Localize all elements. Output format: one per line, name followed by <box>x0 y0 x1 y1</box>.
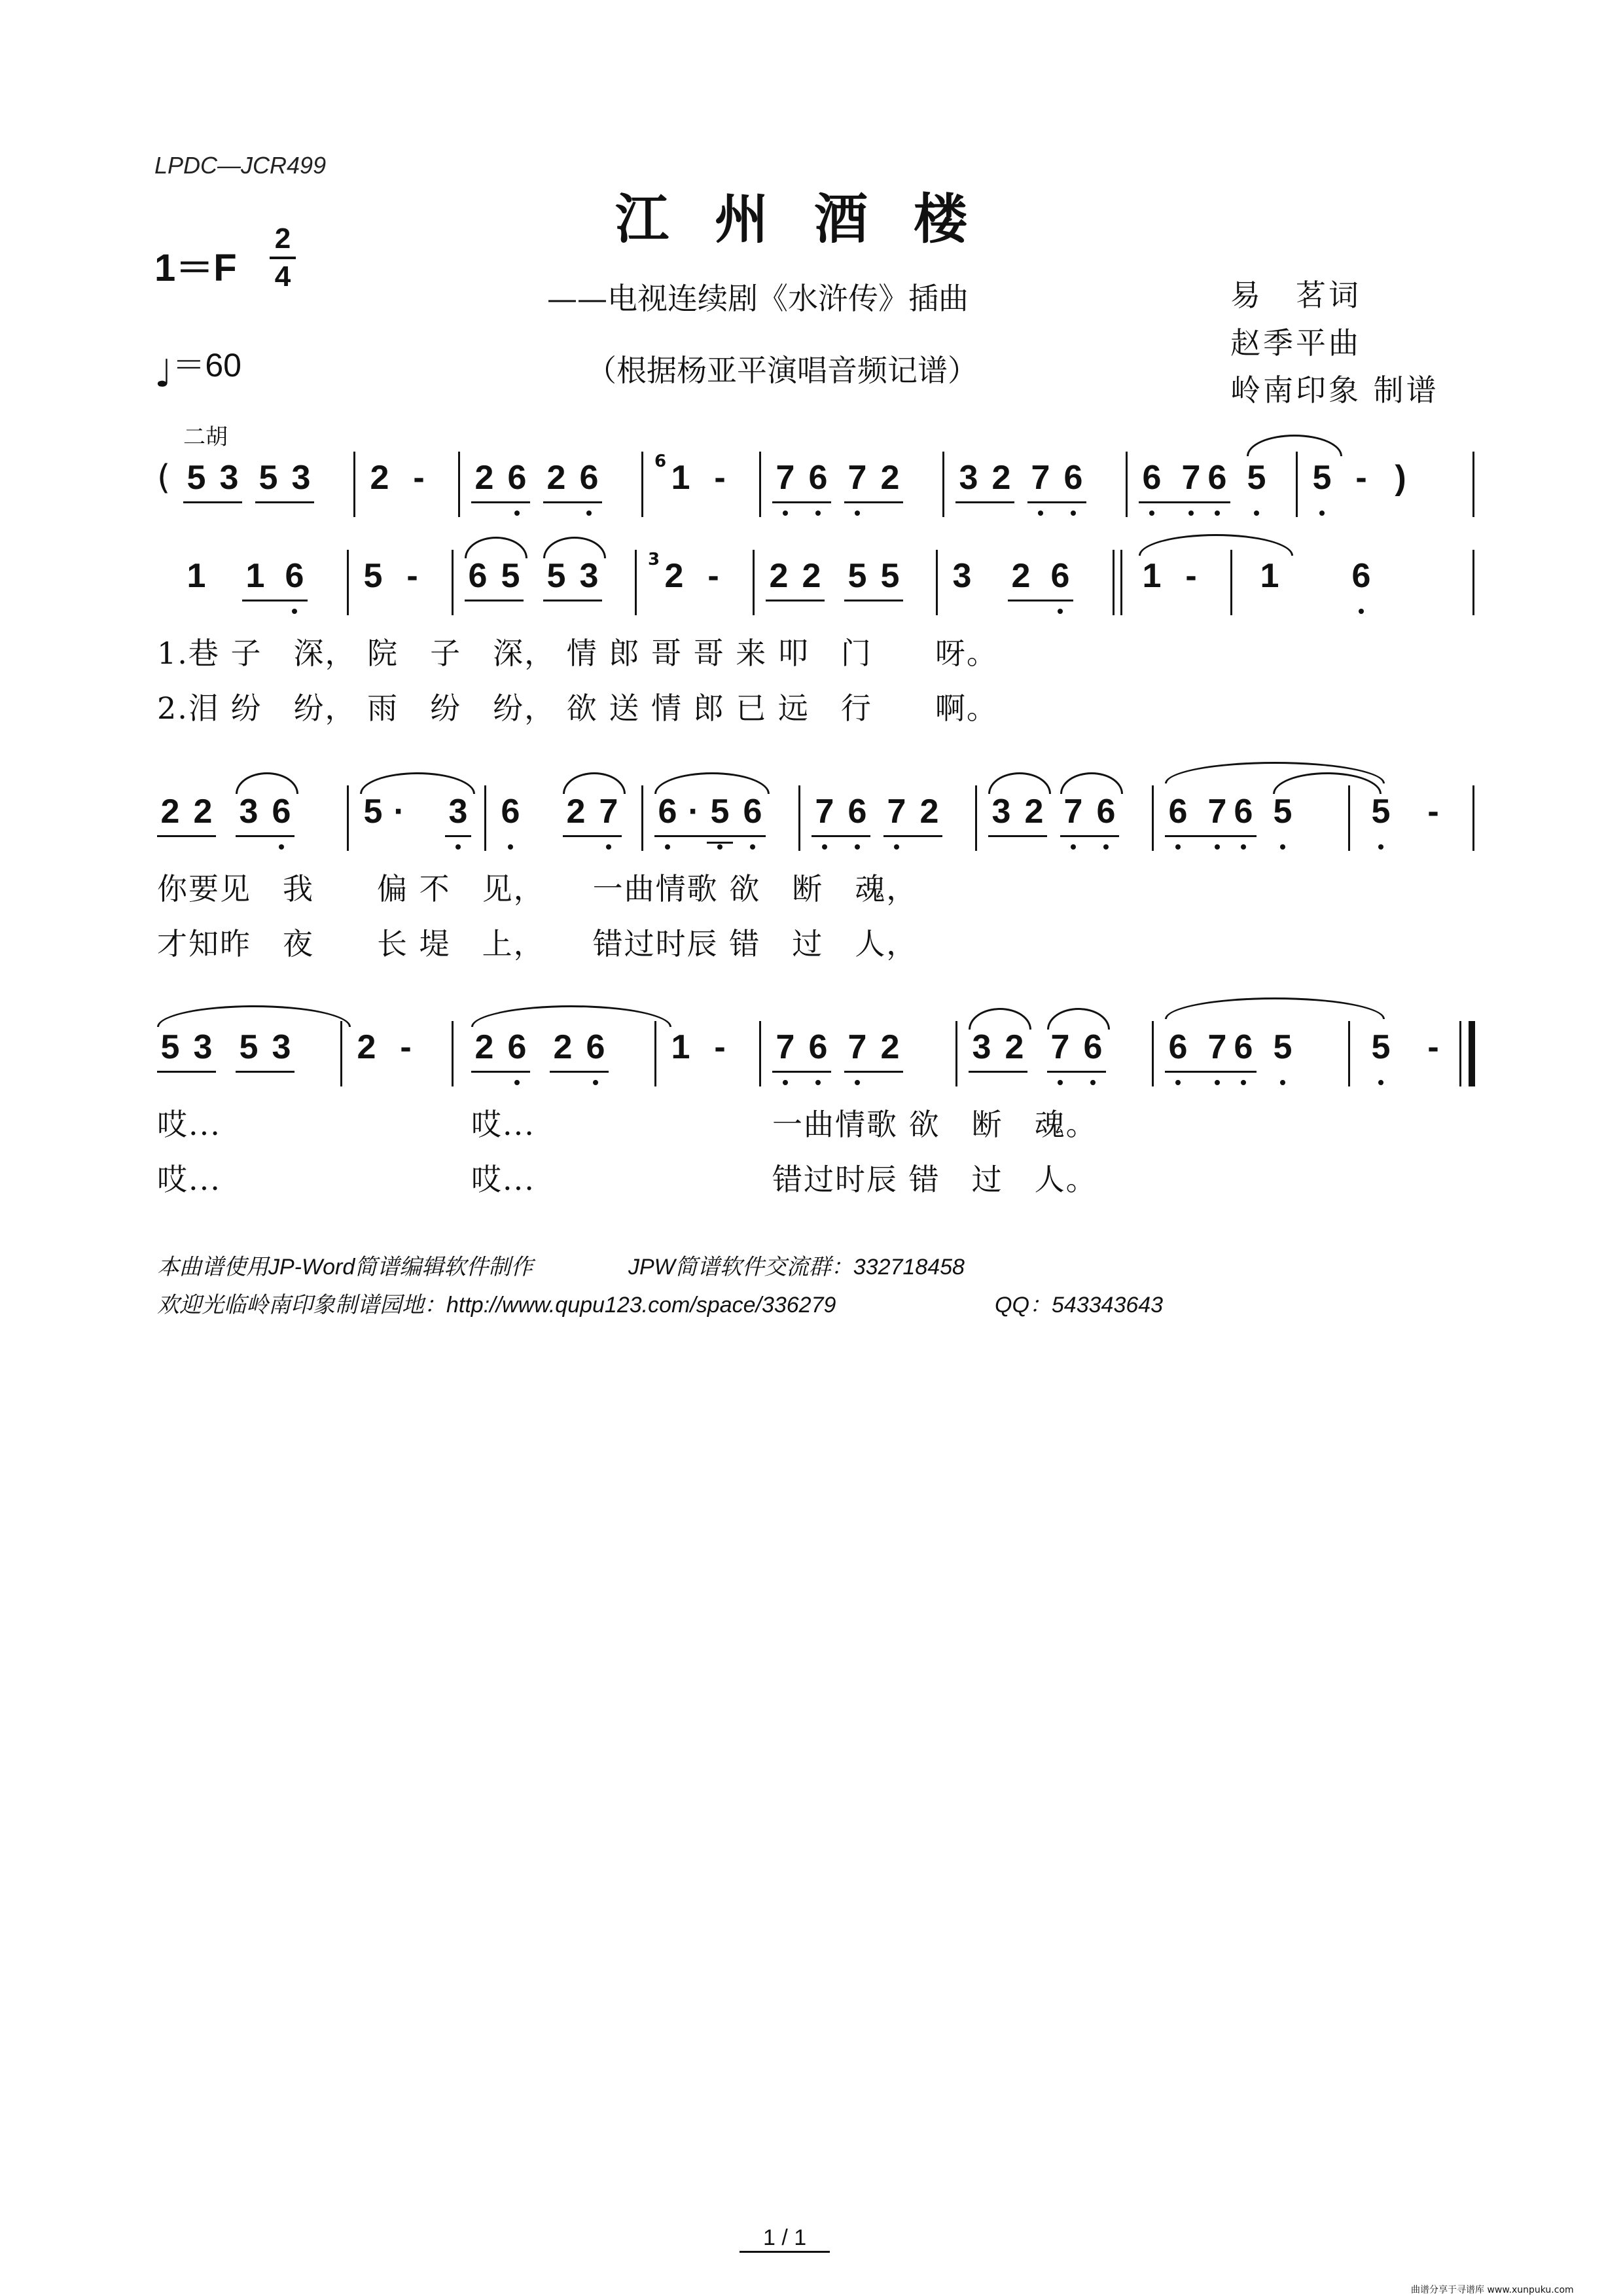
instrument-label: 二胡 <box>183 424 228 450</box>
arranger-credit: 岭南印象 制谱 <box>1230 372 1439 408</box>
doc-code: LPDC—JCR499 <box>154 152 327 179</box>
lyrics-verse-2-part-a: 哎... <box>157 1162 221 1197</box>
page-number: 1 / 1 <box>740 2225 830 2253</box>
lyrics-verse-1-part-a: 哎... <box>157 1107 221 1142</box>
quarter-note-icon: ♩ <box>154 351 173 396</box>
lyricist-credit: 易 茗词 <box>1230 278 1361 313</box>
tempo-value: ＝60 <box>172 347 241 384</box>
composer-credit: 赵季平曲 <box>1230 325 1361 361</box>
score-line-4: 5 3 5 3 2 - 2 6 2 6 1 - 7 6 7 2 3 2 7 6 6 7 6 5 5 - <box>157 1021 1479 1100</box>
footer-group-note: JPW简谱软件交流群：332718458 <box>628 1255 965 1280</box>
lyrics-verse-1-part-b: 哎... <box>471 1107 535 1142</box>
tempo-marking <box>154 339 241 396</box>
lyrics-verse-1-part-c: 一曲情歌 欲 断 魂。 <box>772 1107 1097 1142</box>
lyrics-verse-2: 2.泪 纷 纷， 雨 纷 纷， 欲 送 情 郎 已 远 行 啊。 <box>157 691 998 726</box>
subtitle: ——电视连续剧《水浒传》插曲 <box>547 281 969 316</box>
score-line-2: 1 1 6 5 - 6 5 5 3 3 2 - 2 2 5 5 3 2 6 1 - 1 6 <box>157 550 1479 628</box>
score-line-3: 2 2 3 6 5 · 3 6 2 7 6 · 5 6 7 6 7 2 3 2 7 6 6 7 6 5 5 - <box>157 785 1479 864</box>
time-sig-divider <box>270 257 296 259</box>
lyrics-verse-2-part-b: 哎... <box>471 1162 535 1197</box>
lyrics-verse-1: 1.巷 子 深， 院 子 深， 情 郎 哥 哥 来 叩 门 呀。 <box>157 636 998 671</box>
score-line-1: ( 5 3 5 3 2 - 2 6 2 6 6 1 - 7 6 7 2 3 2 7 6 6 7 6 5 5 - ) <box>157 452 1479 530</box>
brand-watermark: 曲谱分享于寻谱库 www.xunpuku.com <box>1411 2285 1574 2295</box>
key-signature: 1＝F <box>154 247 237 289</box>
time-sig-bottom: 4 <box>274 260 291 293</box>
source-note: （根据杨亚平演唱音频记谱） <box>586 353 978 388</box>
time-sig-top: 2 <box>274 223 291 255</box>
time-signature <box>270 223 296 293</box>
footer-website-link[interactable]: 欢迎光临岭南印象制谱园地：http://www.qupu123.com/space/336279 <box>157 1293 836 1318</box>
footer-qq: QQ：543343643 <box>995 1293 1164 1318</box>
lyrics-verse-2: 才知昨 夜 长 堤 上， 错过时辰 错 过 人， <box>157 926 918 961</box>
footer-software-note: 本曲谱使用JP-Word简谱编辑软件制作 <box>157 1255 533 1280</box>
lyrics-verse-1: 你要见 我 偏 不 见， 一曲情歌 欲 断 魂， <box>157 871 918 906</box>
lyrics-verse-2-part-c: 错过时辰 错 过 人。 <box>772 1162 1097 1197</box>
page-title: 江州酒楼 <box>615 188 1014 251</box>
open-paren: ( <box>157 458 171 497</box>
